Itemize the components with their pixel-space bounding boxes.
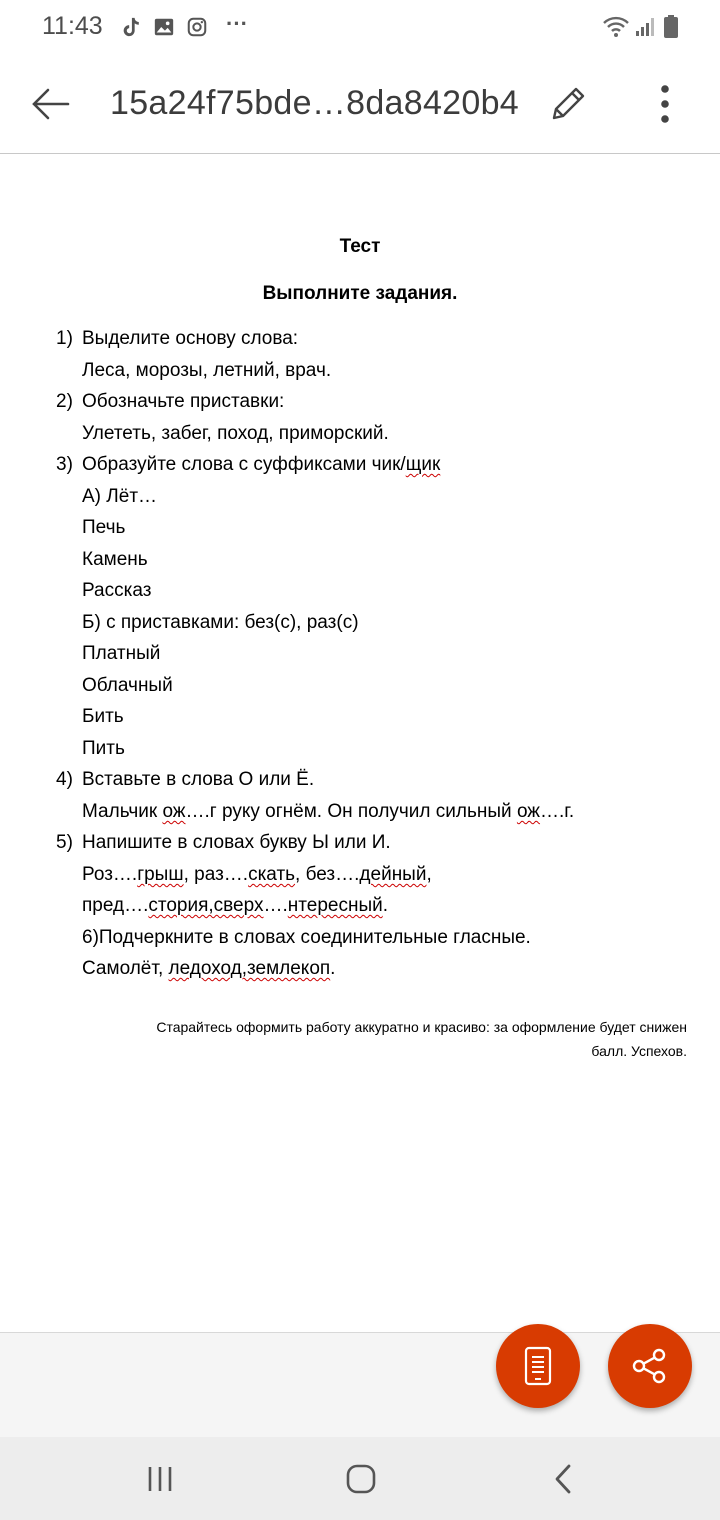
nav-back-button[interactable] (533, 1457, 593, 1501)
task-line: Выделите основу слова: (82, 328, 299, 349)
app-bar (0, 56, 720, 154)
footer-note: балл. Успехов. (591, 1043, 687, 1059)
spellcheck-word: щик (405, 454, 441, 475)
task-line: Вставьте в слова О или Ё. (82, 769, 315, 790)
doc-subheading: Выполните задания. (262, 283, 458, 304)
task-number: 5) (56, 832, 73, 853)
task-line: Платный (82, 643, 161, 664)
task-number: 2) (56, 391, 73, 412)
task-line: Камень (82, 549, 148, 570)
task-line: Обозначьте приставки: (82, 391, 285, 412)
share-icon (630, 1346, 670, 1386)
edit-pencil-icon (548, 84, 588, 124)
task-number: 1) (56, 328, 73, 349)
task-line: 6)Подчеркните в словах соединительные гласные. (82, 927, 531, 948)
status-bar (0, 0, 720, 56)
wifi-icon (602, 15, 630, 39)
signal-icon (634, 16, 658, 38)
task-line: Улететь, забег, поход, приморский. (82, 423, 389, 444)
mobile-view-icon (523, 1346, 553, 1386)
task-line: Мальчик ож….г руку огнём. Он получил сильный ож….г. (82, 801, 575, 822)
battery-icon (662, 14, 680, 40)
overflow-menu-icon (660, 84, 670, 124)
tiktok-icon (120, 16, 142, 38)
document-title: 15a24f75bde…8da8420b4 (110, 84, 520, 122)
task-line: Самолёт, ледоход,землекоп. (82, 958, 336, 979)
recent-apps-button[interactable] (130, 1457, 190, 1501)
footer-note: Старайтесь оформить работу аккуратно и красиво: за оформление будет снижен (156, 1019, 687, 1035)
status-time: 11:43 (42, 12, 103, 40)
edit-button[interactable] (540, 76, 596, 132)
home-button[interactable] (331, 1457, 391, 1501)
task-number: 4) (56, 769, 73, 790)
back-arrow-icon (30, 87, 70, 121)
task-line: Леса, морозы, летний, врач. (82, 360, 332, 381)
doc-heading: Тест (339, 236, 381, 257)
task-line: Рассказ (82, 580, 152, 601)
home-icon (345, 1463, 377, 1495)
task-line: Облачный (82, 675, 173, 696)
task-line: Пить (82, 738, 125, 759)
task-line: Бить (82, 706, 124, 727)
recent-apps-icon (145, 1464, 175, 1494)
more-notifications-icon: ··· (226, 11, 248, 36)
system-nav-bar (0, 1437, 720, 1520)
gallery-icon (153, 16, 175, 38)
document-page[interactable] (0, 154, 720, 1332)
task-number: 3) (56, 454, 73, 475)
instagram-icon (186, 16, 208, 38)
task-line: Печь (82, 517, 126, 538)
back-button[interactable] (22, 78, 78, 130)
overflow-menu-button[interactable] (645, 76, 685, 132)
task-line: Напишите в словах букву Ы или И. (82, 832, 391, 853)
mobile-view-button[interactable] (496, 1324, 580, 1408)
back-icon (552, 1463, 574, 1495)
task-line: Б) с приставками: без(с), раз(с) (82, 612, 359, 633)
task-line: А) Лёт… (82, 486, 158, 507)
task-line: Роз….грыш, раз….скать, без….дейный, (82, 864, 432, 885)
task-line: Образуйте слова с суффиксами чик/щик (82, 454, 441, 475)
share-button[interactable] (608, 1324, 692, 1408)
task-line: пред….стория,сверх….нтересный. (82, 895, 388, 916)
